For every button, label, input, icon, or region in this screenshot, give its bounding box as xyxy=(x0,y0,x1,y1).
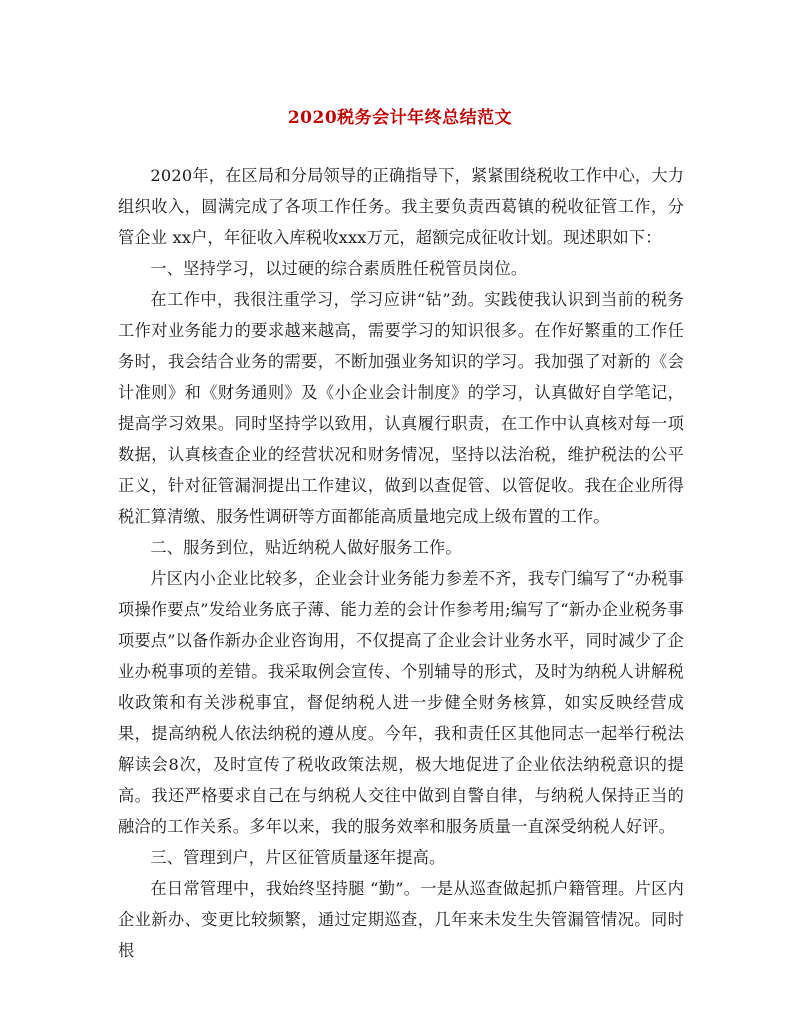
document-body xyxy=(118,160,684,966)
section-3-paragraph: 在日常管理中，我始终坚持腿 “勤”。一是从巡查做起抓户籍管理。片区内企业新办、变更比较频繁，通过定期巡查，几年来未发生失管漏管情况。同时根 xyxy=(118,879,684,960)
section-2-paragraph: 片区内小企业比较多，企业会计业务能力参差不齐，我专门编写了“办税事项操作要点”发给业务底子薄、能力差的会计作参考用;编写了“新办企业税务事项要点”以备作新办企业咨询用，不仅提高了企业会计业务水平，同时减少了企业办税事项的差错。我采取例会宣传、个别辅导的形式，及时为纳税人讲解税收政策和有关涉税事宜，督促纳税人进一步健全财务核算，如实反映经营成果，提高纳税人依法纳税的遵从度。今年，我和责任区其他同志一起举行税法解读会8次，及时宣传了税收政策法规，极大地促进了企业依法纳税意识的提高。我还严格要求自己在与纳税人交往中做到自警自律，与纳税人保持正当的融洽的工作关系。多年以来，我的服务效率和服务质量一直深受纳税人好评。 xyxy=(118,569,684,836)
document-title: 2020税务会计年终总结范文 xyxy=(287,108,513,128)
section-heading-3: 三、管理到户，片区征管质量逐年提高。 xyxy=(150,848,446,867)
section-heading-1: 一、坚持学习，以过硬的综合素质胜任税管员岗位。 xyxy=(150,259,528,278)
section-1-paragraph: 在工作中，我很注重学习，学习应讲“钻”劲。实践使我认识到当前的税务工作对业务能力的要求越来越高，需要学习的知识很多。在作好繁重的工作任务时，我会结合业务的需要，不断加强业务知识的学习。我加强了对新的《会计准则》和《财务通则》及《小企业会计制度》的学习，认真做好自学笔记，提高学习效果。同时坚持学以致用，认真履行职责，在工作中认真核对每一项数据，认真核查企业的经营状况和财务情况，坚持以法治税，维护税法的公平正义，针对征管漏洞提出工作建议，做到以查促管、以管促收。我在企业所得税汇算清缴、服务性调研等方面都能高质量地完成上级布置的工作。 xyxy=(118,290,684,526)
section-heading-2: 二、服务到位，贴近纳税人做好服务工作。 xyxy=(150,538,462,557)
intro-paragraph: 2020年，在区局和分局领导的正确指导下，紧紧围绕税收工作中心，大力组织收入，圆满完成了各项工作任务。我主要负责西葛镇的税收征管工作，分管企业 xx户，年征收入库税收xxx万元，超额完成征收计划。现述职如下： xyxy=(118,166,685,247)
